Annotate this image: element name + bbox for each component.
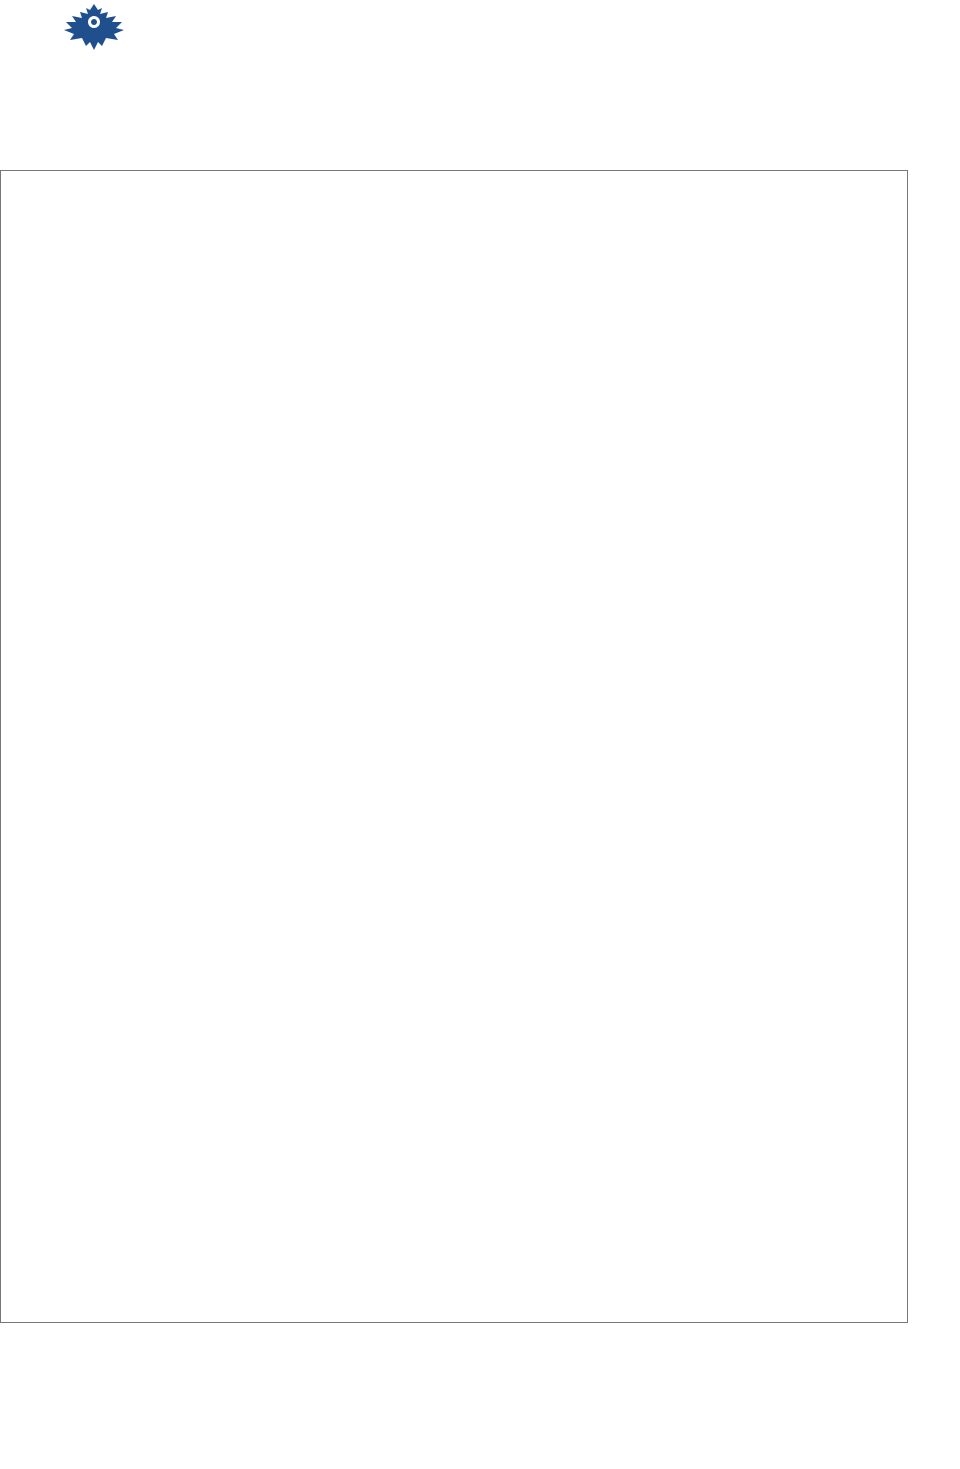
page-header	[0, 0, 960, 150]
uam-logo	[52, 0, 136, 112]
eagle-crest-icon	[52, 0, 136, 112]
frame-top-border	[1, 170, 907, 171]
content-frame	[0, 170, 908, 1323]
